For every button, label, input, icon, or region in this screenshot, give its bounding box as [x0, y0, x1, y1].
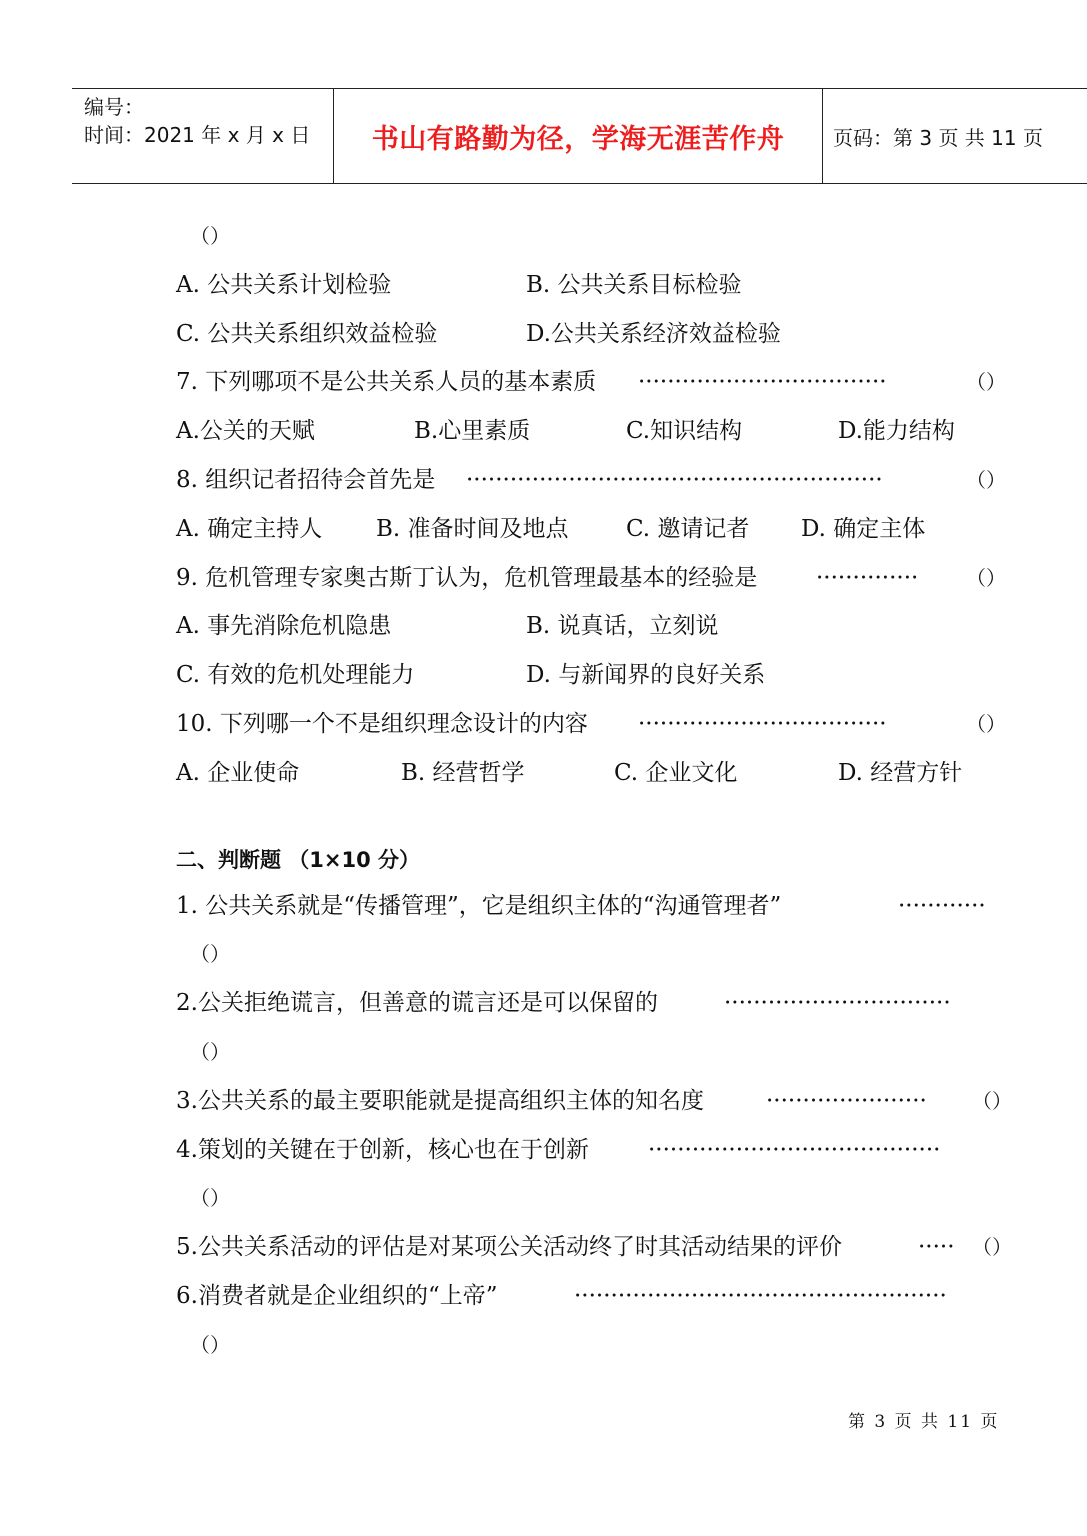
- answer-paren: （）: [966, 565, 1006, 590]
- question-stem: 9. 危机管理专家奥古斯丁认为，危机管理最基本的经验是: [176, 564, 758, 591]
- option-b: B. 经营哲学: [401, 759, 525, 786]
- question-8: [176, 456, 1006, 505]
- option-b: B.心里素质: [414, 418, 531, 445]
- answer-paren: （）: [190, 1186, 230, 1211]
- question-7: [176, 358, 1006, 407]
- judgment-text: 4.策划的关键在于创新，核心也在于创新: [176, 1136, 589, 1163]
- footer-page-number: 第 3 页 共 11 页: [848, 1412, 1000, 1432]
- leader-dots: ·····: [918, 1234, 955, 1261]
- page-header: [72, 88, 1087, 184]
- answer-paren: （）: [972, 1235, 1012, 1260]
- answer-paren: （）: [966, 370, 1006, 395]
- option-c: C. 邀请记者: [626, 515, 750, 542]
- judgment-text: 3.公共关系的最主要职能就是提高组织主体的知名度: [176, 1087, 704, 1114]
- answer-paren: （）: [190, 1332, 230, 1357]
- question-stem: 7. 下列哪项不是公共关系人员的基本素质: [176, 369, 597, 396]
- leader-dots: ··································: [638, 710, 887, 737]
- question-10: [176, 700, 1006, 749]
- option-c: C. 企业文化: [614, 759, 738, 786]
- judgment-item: [176, 1223, 1012, 1272]
- judgment-text: 2.公关拒绝谎言，但善意的谎言还是可以保留的: [176, 990, 658, 1017]
- options-row: [176, 310, 1006, 359]
- option-b: B. 说真话，立刻说: [526, 613, 719, 640]
- option-c: C. 有效的危机处理能力: [176, 662, 415, 689]
- answer-paren: （）: [966, 467, 1006, 492]
- judgment-text: 6.消费者就是企业组织的“上帝”: [176, 1282, 498, 1309]
- options-row: [176, 749, 1006, 798]
- judgment-item: [176, 1126, 1006, 1175]
- judgment-item: [176, 979, 1006, 1028]
- option-a: A. 企业使命: [176, 759, 300, 786]
- option-d: D.能力结构: [838, 418, 955, 445]
- leader-dots: ··································: [638, 369, 887, 396]
- leader-dots: ··············: [816, 564, 919, 591]
- judgment-item: [176, 1077, 1012, 1126]
- option-a: A.公关的天赋: [176, 418, 315, 445]
- doc-code-label: 编号：: [84, 95, 144, 119]
- judgment-item: [176, 882, 1006, 931]
- question-stem: 10. 下列哪一个不是组织理念设计的内容: [176, 710, 588, 737]
- option-c: C.知识结构: [626, 418, 743, 445]
- option-c: C. 公共关系组织效益检验: [176, 320, 438, 347]
- header-motto: [334, 89, 823, 183]
- page-footer: [848, 1407, 999, 1432]
- answer-paren: （）: [190, 1039, 230, 1064]
- option-a: A. 确定主持人: [176, 515, 323, 542]
- question-stem: 8. 组织记者招待会首先是: [176, 466, 436, 493]
- options-row: [176, 505, 1006, 554]
- option-d: D. 经营方针: [838, 759, 963, 786]
- document-body: [176, 212, 1012, 1370]
- leader-dots: ·······························: [724, 990, 951, 1017]
- header-page-info: [823, 89, 1087, 183]
- section-title: 二、判断题 （1×10 分）: [176, 847, 421, 872]
- answer-paren: （）: [190, 224, 230, 248]
- leader-dots: ······················: [766, 1087, 927, 1114]
- judgment-item: [176, 1272, 1006, 1321]
- leader-dots: ········································: [648, 1136, 941, 1163]
- judgment-text: 1. 公共关系就是“传播管理”，它是组织主体的“沟通管理者”: [176, 892, 782, 919]
- option-b: B. 准备时间及地点: [376, 515, 569, 542]
- options-row: [176, 602, 1006, 651]
- options-row: [176, 407, 1006, 456]
- doc-time-label: 时间：2021 年 x 月 x 日: [84, 123, 311, 147]
- option-d: D.公共关系经济效益检验: [526, 320, 781, 347]
- option-b: B. 公共关系目标检验: [526, 271, 742, 298]
- answer-paren: （）: [190, 942, 230, 967]
- leader-dots: ···················································: [574, 1282, 947, 1309]
- option-a: A. 事先消除危机隐患: [176, 613, 392, 640]
- option-a: A. 公共关系计划检验: [176, 271, 392, 298]
- motto-text: 书山有路勤为径，学海无涯苦作舟: [371, 123, 785, 155]
- judgment-text: 5.公共关系活动的评估是对某项公关活动终了时其活动结果的评价: [176, 1234, 842, 1261]
- page-info-text: 页码：第 3 页 共 11 页: [833, 125, 1043, 150]
- leader-dots: ············: [898, 892, 986, 919]
- option-d: D. 确定主体: [801, 515, 926, 542]
- options-row: [176, 651, 1006, 700]
- answer-paren: （）: [966, 711, 1006, 736]
- answer-paren: （）: [972, 1088, 1012, 1113]
- leader-dots: ·························································: [466, 466, 883, 493]
- question-9: [176, 554, 1006, 603]
- options-row: [176, 261, 1006, 310]
- option-d: D. 与新闻界的良好关系: [526, 662, 766, 689]
- header-meta: [72, 89, 334, 183]
